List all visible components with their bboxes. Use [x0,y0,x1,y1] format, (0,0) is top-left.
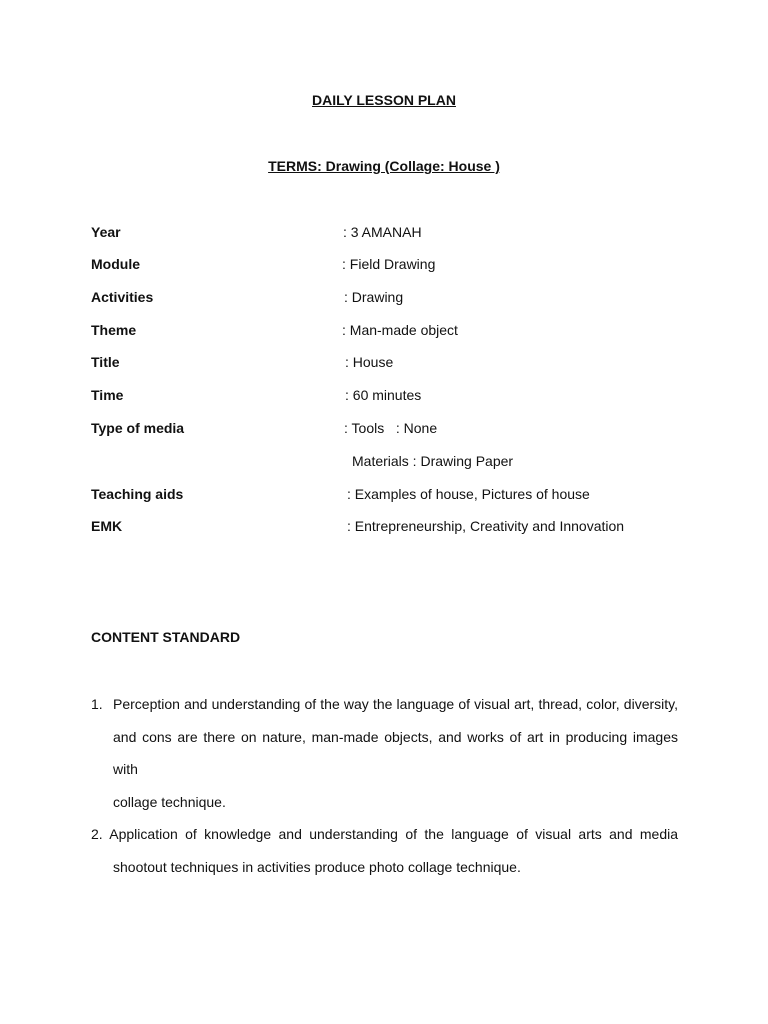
field-value-time: : 60 minutes [345,387,422,403]
field-label-emk: EMK [91,518,123,534]
field-value-emk: : Entrepreneurship, Creativity and Innovation [347,518,625,534]
content-standard-item-2 [91,818,678,883]
field-value-year: : 3 AMANAH [343,224,422,240]
field-value-module: : Field Drawing [342,256,436,272]
field-label-module: Module [91,256,140,272]
field-label-activities: Activities [91,289,154,305]
item-2-line-1: 2. Application of knowledge and understanding of the language of visual arts and media [91,826,678,842]
field-value-activities: : Drawing [344,289,404,305]
field-value-materials: Materials : Drawing Paper [352,453,514,469]
field-label-title: Title [91,354,120,370]
document-title: DAILY LESSON PLAN [312,92,456,108]
field-label-theme: Theme [91,322,137,338]
item-2-line-2: shootout techniques in activities produce photo collage technique. [113,858,521,875]
field-label-teaching-aids: Teaching aids [91,486,184,502]
item-1-line-2: and cons are there on nature, man-made objects, and works of art in producing images with [113,728,678,777]
field-value-theme: : Man-made object [342,322,458,338]
field-label-year: Year [91,224,121,240]
field-label-time: Time [91,387,124,403]
content-standard-item-1 [91,688,678,818]
field-label-type-of-media: Type of media [91,420,185,436]
content-standard-heading: CONTENT STANDARD [91,629,241,645]
field-value-title: : House [345,354,394,370]
field-value-type-of-media: : Tools : None [344,420,438,436]
item-1-number: 1. [91,696,103,712]
item-1-line-3: collage technique. [113,793,226,810]
item-1-line-1: Perception and understanding of the way the language of visual art, thread, color, diversity, [113,696,678,712]
terms-heading: TERMS: Drawing (Collage: House ) [268,158,500,174]
field-value-teaching-aids: : Examples of house, Pictures of house [347,486,590,502]
